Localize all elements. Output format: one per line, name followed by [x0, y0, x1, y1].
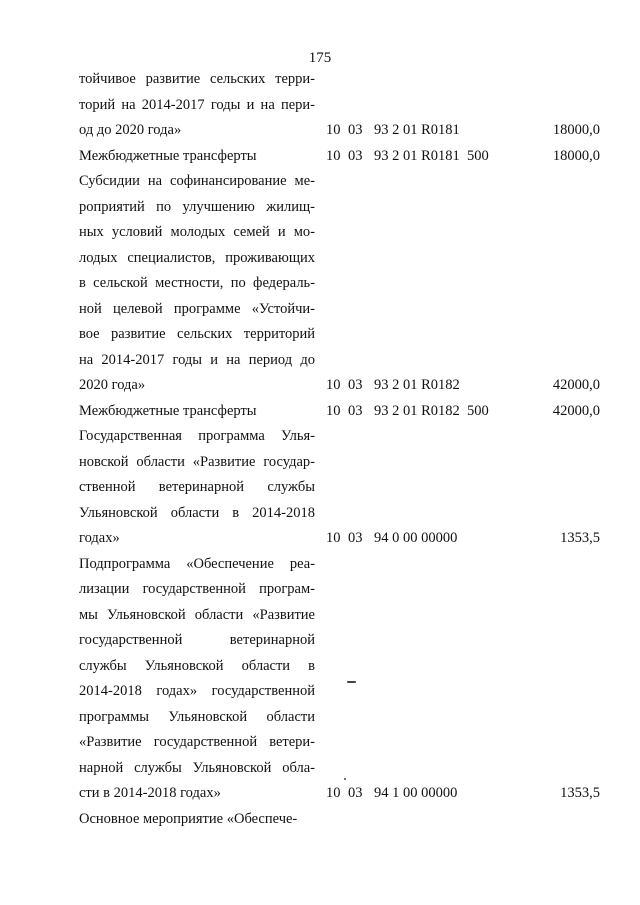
- expense-type-code: 500: [467, 147, 489, 164]
- amount: 1353,5: [560, 530, 600, 546]
- description-line: Межбюджетные трансферты: [79, 147, 257, 164]
- table-row: [0, 67, 640, 144]
- description-line: 2020 года»: [79, 377, 146, 393]
- target-article-code: 94 1 00 00000: [374, 785, 458, 801]
- page-number: 175: [308, 50, 332, 66]
- table-row: [0, 169, 640, 399]
- description-line: «Развитие государственной ветери-: [79, 734, 315, 750]
- subsection-code: 03: [348, 402, 363, 419]
- row-description: [79, 144, 315, 170]
- row-description: [79, 424, 315, 552]
- section-code: 10: [326, 785, 341, 801]
- description-line: новской области «Развитие государ-: [79, 453, 315, 470]
- section-code: 10: [326, 402, 341, 419]
- description-line: Подпрограмма «Обеспечение реа-: [79, 555, 315, 572]
- description-line: торий на 2014-2017 годы и на пери-: [79, 96, 315, 113]
- description-line: Субсидии на софинансирование ме-: [79, 173, 315, 189]
- description-line: тойчивое развитие сельских терри-: [79, 71, 315, 87]
- target-article-code: 93 2 01 R0181: [374, 122, 460, 138]
- target-article-code: 93 2 01 R0182: [374, 402, 460, 419]
- target-article-code: 93 2 01 R0182: [374, 377, 460, 393]
- description-line: роприятий по улучшению жилищ-: [79, 198, 315, 215]
- description-line: 2014-2018 годах» государственной: [79, 683, 315, 699]
- description-line: программы Ульяновской области: [79, 708, 315, 725]
- section-code: 10: [326, 147, 341, 164]
- table-row: [0, 399, 640, 425]
- row-description: [79, 169, 315, 399]
- expense-type-code: 500: [467, 402, 489, 419]
- amount: 18000,0: [552, 122, 600, 138]
- target-article-code: 93 2 01 R0181: [374, 147, 460, 164]
- description-line: сти в 2014-2018 годах»: [79, 785, 221, 801]
- table-row: [0, 424, 640, 552]
- subsection-code: 03: [348, 377, 363, 393]
- description-line: службы Ульяновской области в: [79, 657, 315, 674]
- description-line: Ульяновской области в 2014-2018: [79, 504, 315, 521]
- description-line: годах»: [79, 530, 120, 546]
- description-line: Межбюджетные трансферты: [79, 402, 257, 419]
- section-code: 10: [326, 530, 341, 546]
- row-description: [79, 807, 315, 833]
- amount: 18000,0: [552, 147, 600, 164]
- row-description: [79, 552, 315, 807]
- description-line: вое развитие сельских территорий: [79, 326, 315, 342]
- scan-speck: [344, 778, 346, 780]
- row-description: [79, 399, 315, 425]
- description-line: ной целевой программе «Устойчи-: [79, 300, 315, 317]
- section-code: 10: [326, 377, 341, 393]
- section-code: 10: [326, 122, 341, 138]
- subsection-code: 03: [348, 530, 363, 546]
- table-row: [0, 552, 640, 807]
- table-row: [0, 144, 640, 170]
- amount: 1353,5: [560, 785, 600, 801]
- description-line: государственной ветеринарной: [79, 632, 315, 648]
- subsection-code: 03: [348, 122, 363, 138]
- subsection-code: 03: [348, 785, 363, 801]
- table-row: [0, 807, 640, 833]
- row-description: [79, 67, 315, 144]
- amount: 42000,0: [552, 402, 600, 419]
- description-line: ных условий молодых семей и мо-: [79, 224, 315, 240]
- subsection-code: 03: [348, 147, 363, 164]
- description-line: лодых специалистов, проживающих: [79, 249, 315, 266]
- description-line: нарной службы Ульяновской обла-: [79, 759, 315, 776]
- description-line: на 2014-2017 годы и на период до: [79, 351, 315, 368]
- scan-speck: [347, 681, 356, 683]
- target-article-code: 94 0 00 00000: [374, 530, 458, 546]
- description-line: мы Ульяновской области «Развитие: [79, 606, 315, 623]
- description-line: лизации государственной програм-: [79, 581, 315, 597]
- description-line: Государственная программа Улья-: [79, 428, 315, 444]
- description-line: од до 2020 года»: [79, 122, 182, 138]
- description-line: в сельской местности, по федераль-: [79, 275, 315, 291]
- description-line: ственной ветеринарной службы: [79, 479, 315, 495]
- amount: 42000,0: [552, 377, 600, 393]
- description-line: Основное мероприятие «Обеспече-: [79, 810, 298, 827]
